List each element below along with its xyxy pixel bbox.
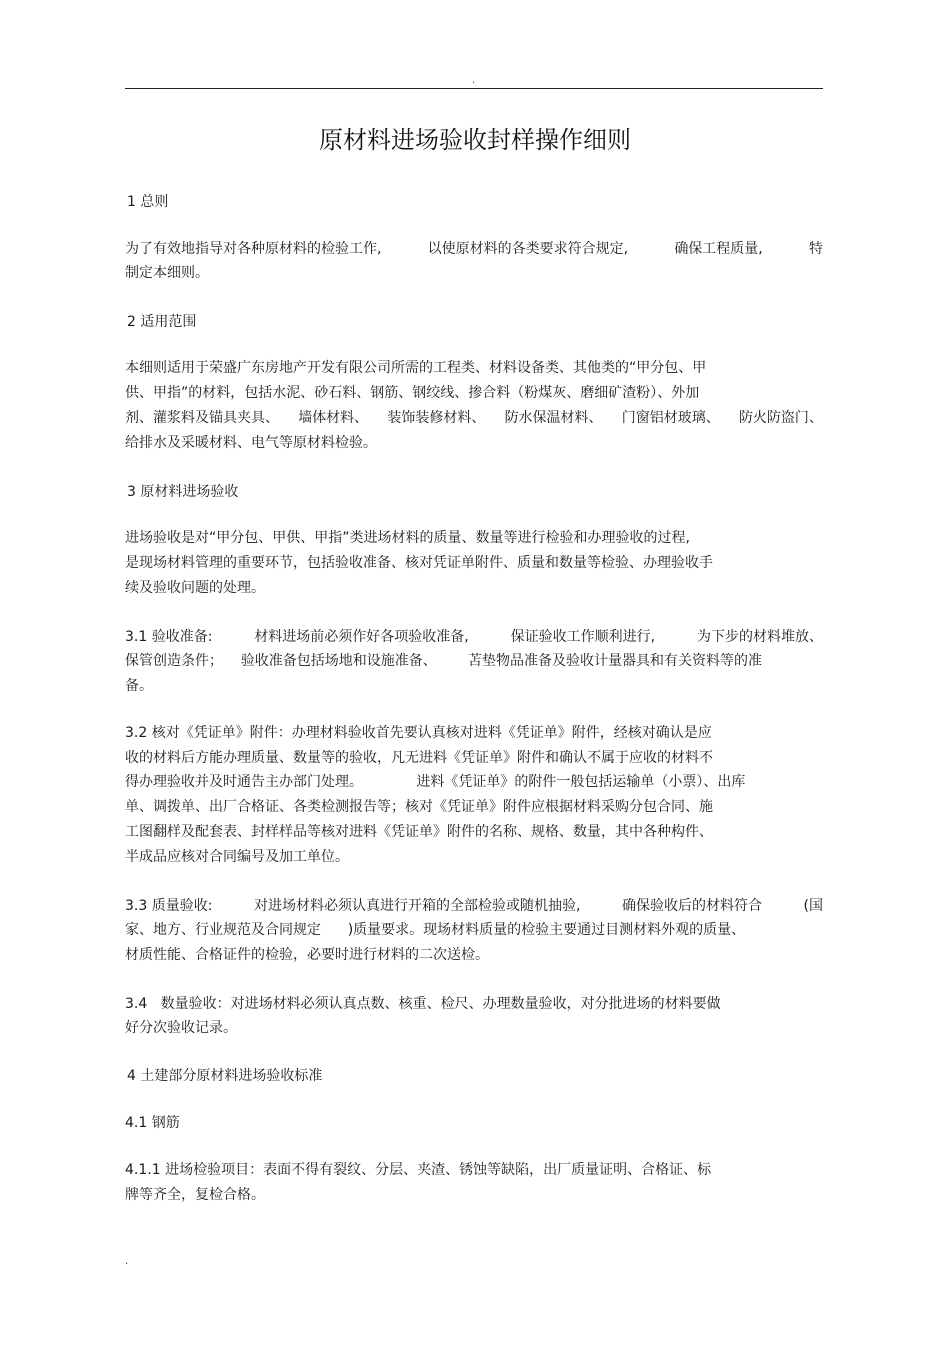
section-3-3-line-3: 材质性能、合格证件的检验，必要时进行材料的二次送检。 (125, 947, 489, 963)
document-title: 原材料进场验收封样操作细则 (319, 126, 631, 154)
section-1-line-2: 制定本细则。 (125, 265, 209, 281)
text-segment: 保证验收工作顺利进行, (510, 629, 656, 645)
text-segment: 确保验收后的材料符合 (621, 898, 762, 914)
text-segment: 墙体材料、 (298, 410, 369, 426)
section-1-line-1 (125, 239, 823, 259)
section-3-3-line-2: 家、地方、行业规范及合同规定 )质量要求。现场材料质量的检验主要通过目测材料外观的质量、 (125, 922, 746, 938)
text-segment: 以使原材料的各类要求符合规定, (427, 241, 629, 257)
section-3-2-line-2: 收的材料后方能办理质量、数量等的验收，凡无进料《凭证单》附件和确认不属于应收的材料不 (125, 750, 713, 766)
section-2-heading: 2 适用范围 (127, 314, 197, 330)
text-segment: 防水保温材料、 (504, 410, 603, 426)
section-3-2-line-4: 单、调拨单、出厂合格证、各类检测报告等；核对《凭证单》附件应根据材料采购分包合同、施 (125, 799, 713, 815)
section-3-4-line-1: 3.4 数量验收：对进场材料必须认真点数、核重、检尺、办理数量验收，对分批进场的材料要做 (125, 996, 721, 1012)
section-3-4-line-2: 好分次验收记录。 (125, 1020, 237, 1036)
section-4-1-heading: 4.1 钢筋 (125, 1115, 180, 1131)
section-1-heading: 1 总则 (127, 194, 169, 210)
section-2-line-4: 给排水及采暖材料、电气等原材料检验。 (125, 435, 377, 451)
text-segment: (国 (803, 898, 823, 914)
text-segment: 剂、灌浆料及锚具夹具、 (125, 410, 279, 426)
section-2-line-2: 供、甲指”的材料，包括水泥、砂石料、钢筋、钢绞线、掺合料（粉煤灰、磨细矿渣粉）、外加 (125, 385, 700, 401)
text-segment: 为下步的材料堆放、 (696, 629, 823, 645)
section-3-heading: 3 原材料进场验收 (127, 484, 239, 500)
section-3-1-line-3: 备。 (125, 678, 153, 694)
section-3-2-line-6: 半成品应核对合同编号及加工单位。 (125, 849, 349, 865)
section-3-3-line-1 (125, 896, 823, 916)
header-rule (125, 88, 823, 89)
text-segment: 特 (808, 241, 823, 257)
section-2-line-1: 本细则适用于荣盛广东房地产开发有限公司所需的工程类、材料设备类、其他类的“甲分包、甲 (125, 360, 707, 376)
text-segment: 对进场材料必须认真进行开箱的全部检验或随机抽验, (253, 898, 581, 914)
section-3-2-line-5: 工图翻样及配套表、封样样品等核对进料《凭证单》附件的名称、规格、数量，其中各种构件、 (125, 824, 713, 840)
section-3-paragraph-line-1: 进场验收是对“甲分包、甲供、甲指”类进场材料的质量、数量等进行检验和办理验收的过程, (125, 530, 690, 546)
text-segment: 防火防盗门、 (738, 410, 823, 426)
text-segment: 装饰装修材料、 (387, 410, 486, 426)
text-segment: 确保工程质量, (674, 241, 763, 257)
section-3-2-line-1: 3.2 核对《凭证单》附件：办理材料验收首先要认真核对进料《凭证单》附件，经核对确认是应 (125, 725, 712, 741)
text-segment: 材料进场前必须作好各项验收准备, (254, 629, 469, 645)
header-dot: . (472, 75, 476, 86)
section-2-line-3 (125, 408, 823, 428)
section-3-1-line-2: 保管创造条件； 验收准备包括场地和设施准备、 苫垫物品准备及验收计量器具和有关资料等的准 (125, 653, 762, 669)
text-segment: 3.3 质量验收: (125, 898, 213, 914)
text-segment: 门窗铝材玻璃、 (621, 410, 720, 426)
section-4-1-1-line-1: 4.1.1 进场检验项目：表面不得有裂纹、分层、夹渣、锈蚀等缺陷，出厂质量证明、合格证、标 (125, 1162, 712, 1178)
section-4-1-1-line-2: 牌等齐全，复检合格。 (125, 1187, 265, 1203)
footer-dot: . (125, 1256, 129, 1267)
section-3-paragraph-line-2: 是现场材料管理的重要环节，包括验收准备、核对凭证单附件、质量和数量等检验、办理验收手 (125, 555, 713, 571)
section-3-1-line-1 (125, 627, 823, 647)
text-segment: 为了有效地指导对各种原材料的检验工作, (125, 241, 382, 257)
section-3-paragraph-line-3: 续及验收问题的处理。 (125, 580, 265, 596)
section-3-2-line-3: 得办理验收并及时通告主办部门处理。 进料《凭证单》的附件一般包括运输单（小票）、出库 (125, 774, 746, 790)
text-segment: 3.1 验收准备: (125, 629, 213, 645)
section-4-heading: 4 土建部分原材料进场验收标准 (127, 1068, 323, 1084)
